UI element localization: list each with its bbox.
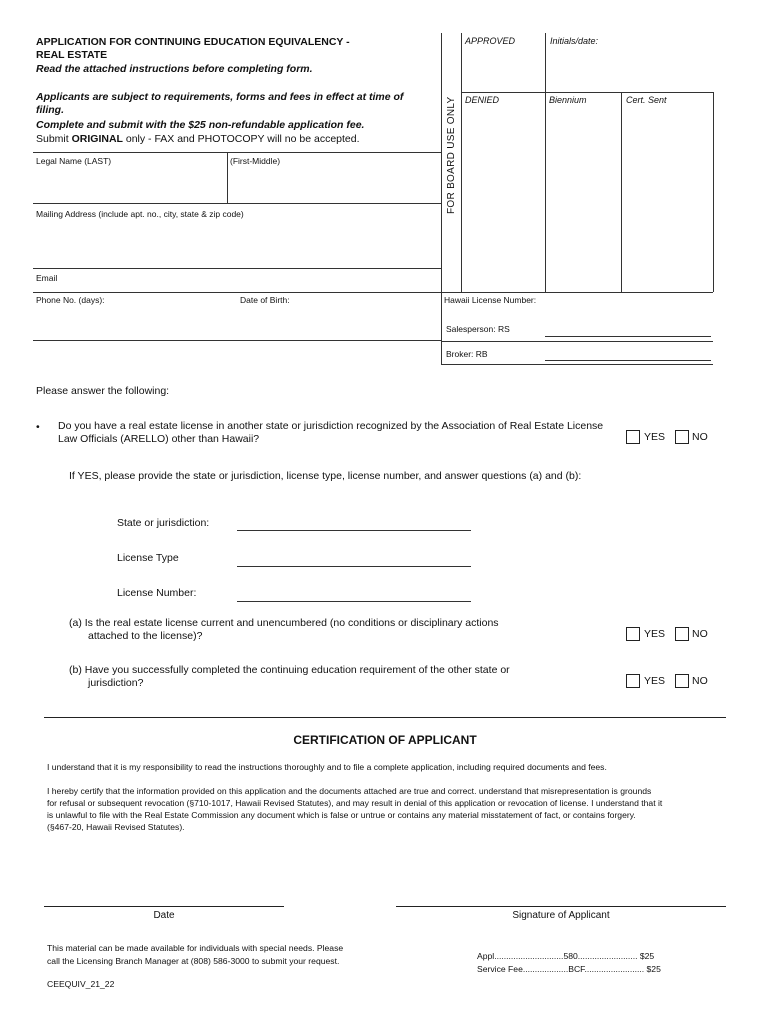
- questions-intro: Please answer the following:: [36, 385, 170, 397]
- form-title-line1: APPLICATION FOR CONTINUING EDUCATION EQUIVALENCY -: [36, 36, 350, 48]
- bullet: •: [36, 421, 40, 433]
- certification-para2-line3: is unlawful to file with the Real Estate Commission any document which is false or untrue or contains any material misstatement of fact, or contains forgery.: [47, 810, 636, 820]
- first-middle-field[interactable]: [230, 168, 438, 202]
- qa-yes-checkbox[interactable]: [626, 627, 640, 641]
- license-number-label: License Number:: [117, 587, 197, 599]
- special-needs-line1: This material can be made available for individuals with special needs. Please: [47, 943, 344, 953]
- broker-label: Broker: RB: [446, 349, 488, 359]
- phone-row-top-line: [33, 292, 713, 293]
- date-label: Date: [153, 910, 175, 921]
- board-box-right-border: [713, 92, 714, 292]
- certification-para2-line1: I hereby certify that the information provided on this application and the documents attached are true and correct. understand that misrepresentation is grounds: [47, 786, 652, 796]
- phone-label: Phone No. (days):: [36, 295, 105, 305]
- license-type-field[interactable]: [237, 550, 471, 566]
- name-row-top-line: [33, 152, 441, 153]
- qb-line2: jurisdiction?: [88, 677, 144, 689]
- cert-sent-label: Cert. Sent: [626, 95, 667, 105]
- q1-no-label: NO: [692, 431, 708, 443]
- license-number-field[interactable]: [237, 585, 471, 601]
- fee-appl-line: Appl.............................580......................... $25: [477, 951, 655, 961]
- certification-para1: I understand that it is my responsibility to read the instructions thoroughly and to file a complete application, including required documents and fees.: [47, 762, 607, 772]
- certification-para2-line2: for refusal or subsequent revocation (§710-1017, Hawaii Revised Statutes), and may result in denial of this application or revocation of license. I understand that it: [47, 798, 663, 808]
- qa-no-label: NO: [692, 628, 708, 640]
- salesperson-row-bottom-line: [441, 341, 713, 342]
- fee-service-line: Service Fee...................BCF......................... $25: [477, 964, 661, 974]
- qa-line1: (a) Is the real estate license current and unencumbered (no conditions or disciplinary actions: [69, 617, 499, 629]
- approved-label: APPROVED: [465, 36, 516, 46]
- board-box-left-border: [441, 33, 442, 292]
- qb-no-checkbox[interactable]: [675, 674, 689, 688]
- initials-date-label: Initials/date:: [550, 36, 599, 46]
- phone-row-bottom-line: [33, 340, 441, 341]
- salesperson-label: Salesperson: RS: [446, 324, 510, 334]
- denied-label: DENIED: [465, 95, 500, 105]
- email-label: Email: [36, 273, 58, 283]
- approved-divider: [545, 33, 546, 92]
- legal-name-last-label: Legal Name (LAST): [36, 156, 112, 166]
- date-field[interactable]: [44, 880, 284, 906]
- submit-notice: [36, 133, 360, 146]
- mailing-address-field[interactable]: [36, 222, 438, 266]
- certification-heading: CERTIFICATION OF APPLICANT: [293, 733, 477, 747]
- certification-divider: [44, 717, 726, 718]
- license-number-line: [237, 601, 471, 602]
- state-label: State or jurisdiction:: [117, 517, 210, 529]
- submit-prefix: Submit: [36, 133, 72, 145]
- form-code: CEEQUIV_21_22: [47, 979, 115, 989]
- hawaii-license-label: Hawaii License Number:: [444, 295, 537, 305]
- state-field[interactable]: [237, 514, 471, 530]
- license-type-line: [237, 566, 471, 567]
- dob-field[interactable]: [300, 294, 436, 338]
- if-yes-instructions: If YES, please provide the state or jurisdiction, license type, license number, and answer questions (a) and (b):: [69, 470, 582, 482]
- license-type-label: License Type: [117, 552, 179, 564]
- qa-no-checkbox[interactable]: [675, 627, 689, 641]
- submit-suffix: only - FAX and PHOTOCOPY will no be accepted.: [122, 133, 360, 145]
- qb-no-label: NO: [692, 675, 708, 687]
- biennium-divider: [545, 92, 546, 292]
- date-line: [44, 906, 284, 907]
- salesperson-line: [545, 336, 711, 337]
- qa-line2: attached to the license)?: [88, 630, 203, 642]
- form-title-line2: REAL ESTATE: [36, 49, 108, 61]
- qb-yes-label: YES: [644, 675, 666, 687]
- q1-yes-label: YES: [644, 431, 666, 443]
- requirements-line2: filing.: [36, 104, 64, 116]
- state-line: [237, 530, 471, 531]
- q1-line1: Do you have a real estate license in another state or jurisdiction recognized by the Association of Real Estate License: [58, 420, 604, 432]
- name-divider: [227, 152, 228, 203]
- signature-line: [396, 906, 726, 907]
- board-denied-top-line: [461, 92, 713, 93]
- broker-number-field[interactable]: [545, 344, 711, 360]
- legal-name-last-field[interactable]: [36, 168, 224, 202]
- cert-sent-divider: [621, 92, 622, 292]
- qb-yes-checkbox[interactable]: [626, 674, 640, 688]
- fee-notice: Complete and submit with the $25 non-refundable application fee.: [36, 119, 365, 131]
- dob-label: Date of Birth:: [240, 295, 290, 305]
- address-row-top-line: [33, 203, 441, 204]
- q1-yes-checkbox[interactable]: [626, 430, 640, 444]
- submit-original-bold: ORIGINAL: [71, 133, 123, 145]
- q1-line2: Law Officials (ARELLO) other than Hawaii?: [58, 433, 260, 445]
- board-use-vertical-label: FOR BOARD USE ONLY: [446, 96, 457, 214]
- salesperson-number-field[interactable]: [545, 320, 711, 336]
- special-needs-line2: call the Licensing Branch Manager at (808) 586-3000 to submit your request.: [47, 956, 340, 966]
- qa-yes-label: YES: [644, 628, 666, 640]
- email-row-top-line: [33, 268, 441, 269]
- broker-row-bottom-line: [441, 364, 713, 365]
- signature-label: Signature of Applicant: [512, 910, 610, 921]
- q1-no-checkbox[interactable]: [675, 430, 689, 444]
- biennium-label: Biennium: [549, 95, 587, 105]
- first-middle-label: (First-Middle): [230, 156, 281, 166]
- broker-line: [545, 360, 711, 361]
- certification-para2-line4: (§467-20, Hawaii Revised Statutes).: [47, 822, 185, 832]
- read-instructions-note: Read the attached instructions before completing form.: [36, 63, 313, 75]
- license-box-left-border: [441, 292, 442, 364]
- qb-line1: (b) Have you successfully completed the continuing education requirement of the other state or: [69, 664, 510, 676]
- mailing-address-label: Mailing Address (include apt. no., city, state & zip code): [36, 209, 244, 219]
- requirements-line1: Applicants are subject to requirements, forms and fees in effect at time of: [36, 91, 404, 103]
- board-box-inner-border: [461, 33, 462, 292]
- signature-field[interactable]: [396, 880, 726, 906]
- email-field[interactable]: [70, 271, 438, 289]
- phone-field[interactable]: [112, 294, 232, 338]
